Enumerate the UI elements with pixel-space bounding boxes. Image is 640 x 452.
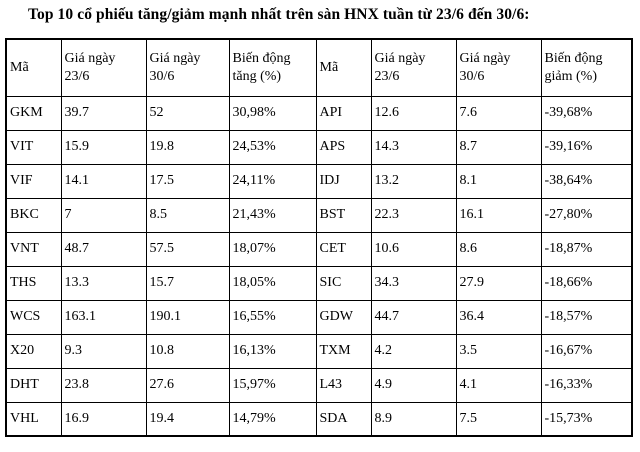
table-cell: 10.6 [371,232,456,266]
table-cell: 16.9 [61,402,146,436]
table-cell: VIF [6,164,61,198]
column-header-price-30-6: Giá ngày 30/6 [146,39,229,96]
table-cell: 14,79% [229,402,316,436]
table-cell: 18,07% [229,232,316,266]
table-cell: 16,55% [229,300,316,334]
table-cell: DHT [6,368,61,402]
table-cell: 13.3 [61,266,146,300]
table-cell: 27.9 [456,266,541,300]
table-cell: 15.9 [61,130,146,164]
table-cell: 30,98% [229,96,316,130]
table-cell: 8.7 [456,130,541,164]
table-row [6,96,632,130]
table-cell: 44.7 [371,300,456,334]
table-row [6,266,632,300]
column-header-change-up: Biến động tăng (%) [229,39,316,96]
column-header-change-down: Biến động giảm (%) [541,39,632,96]
table-row [6,334,632,368]
table-cell: 24,11% [229,164,316,198]
table-cell: GDW [316,300,371,334]
table-row [6,164,632,198]
table-cell: APS [316,130,371,164]
table-cell: 16,13% [229,334,316,368]
table-cell: 7.6 [456,96,541,130]
table-cell: 13.2 [371,164,456,198]
table-cell: VNT [6,232,61,266]
table-row [6,198,632,232]
table-cell: -15,73% [541,402,632,436]
table-cell: 190.1 [146,300,229,334]
table-cell: -18,66% [541,266,632,300]
table-cell: IDJ [316,164,371,198]
table-cell: L43 [316,368,371,402]
table-cell: 3.5 [456,334,541,368]
table-cell: 4.9 [371,368,456,402]
table-cell: -39,16% [541,130,632,164]
table-cell: 8.6 [456,232,541,266]
table-cell: 27.6 [146,368,229,402]
table-cell: SIC [316,266,371,300]
table-cell: 21,43% [229,198,316,232]
table-cell: X20 [6,334,61,368]
table-cell: 23.8 [61,368,146,402]
table-cell: 39.7 [61,96,146,130]
table-cell: 4.1 [456,368,541,402]
table-cell: WCS [6,300,61,334]
table-cell: 15.7 [146,266,229,300]
table-cell: 8.1 [456,164,541,198]
table-cell: 57.5 [146,232,229,266]
table-cell: 17.5 [146,164,229,198]
table-row [6,130,632,164]
table-row [6,402,632,436]
table-cell: 9.3 [61,334,146,368]
table-cell: 16.1 [456,198,541,232]
table-cell: 7.5 [456,402,541,436]
table-cell: API [316,96,371,130]
table-row [6,368,632,402]
table-cell: -27,80% [541,198,632,232]
table-cell: 22.3 [371,198,456,232]
table-cell: 15,97% [229,368,316,402]
column-header-code-gainers: Mã [6,39,61,96]
table-cell: 8.9 [371,402,456,436]
page-title: Top 10 cổ phiếu tăng/giảm mạnh nhất trên sàn HNX tuần từ 23/6 đến 30/6: [28,6,530,23]
table-cell: VIT [6,130,61,164]
table-cell: 48.7 [61,232,146,266]
table-cell: -39,68% [541,96,632,130]
column-header-price-23-6: Giá ngày 23/6 [61,39,146,96]
table-cell: 10.8 [146,334,229,368]
table-cell: 7 [61,198,146,232]
table-cell: 12.6 [371,96,456,130]
table-row [6,232,632,266]
table-cell: 34.3 [371,266,456,300]
table-cell: CET [316,232,371,266]
table-cell: -38,64% [541,164,632,198]
table-cell: -16,67% [541,334,632,368]
table-cell: 24,53% [229,130,316,164]
table-cell: 14.3 [371,130,456,164]
table-body [6,96,632,436]
table-cell: BKC [6,198,61,232]
table-cell: 163.1 [61,300,146,334]
table-cell: 18,05% [229,266,316,300]
table-cell: BST [316,198,371,232]
table-cell: -16,33% [541,368,632,402]
table-cell: -18,57% [541,300,632,334]
table-cell: TXM [316,334,371,368]
table-cell: VHL [6,402,61,436]
column-header-price-23-6-l: Giá ngày 23/6 [371,39,456,96]
table-header-row [6,39,632,96]
table-cell: SDA [316,402,371,436]
table-cell: 8.5 [146,198,229,232]
table-cell: 14.1 [61,164,146,198]
table-cell: 19.4 [146,402,229,436]
table-cell: 36.4 [456,300,541,334]
table-cell: 52 [146,96,229,130]
stock-table [5,38,633,437]
table-row [6,300,632,334]
column-header-price-30-6-l: Giá ngày 30/6 [456,39,541,96]
table-cell: 19.8 [146,130,229,164]
table-cell: THS [6,266,61,300]
column-header-code-losers: Mã [316,39,371,96]
table-cell: -18,87% [541,232,632,266]
table-cell: 4.2 [371,334,456,368]
table-cell: GKM [6,96,61,130]
